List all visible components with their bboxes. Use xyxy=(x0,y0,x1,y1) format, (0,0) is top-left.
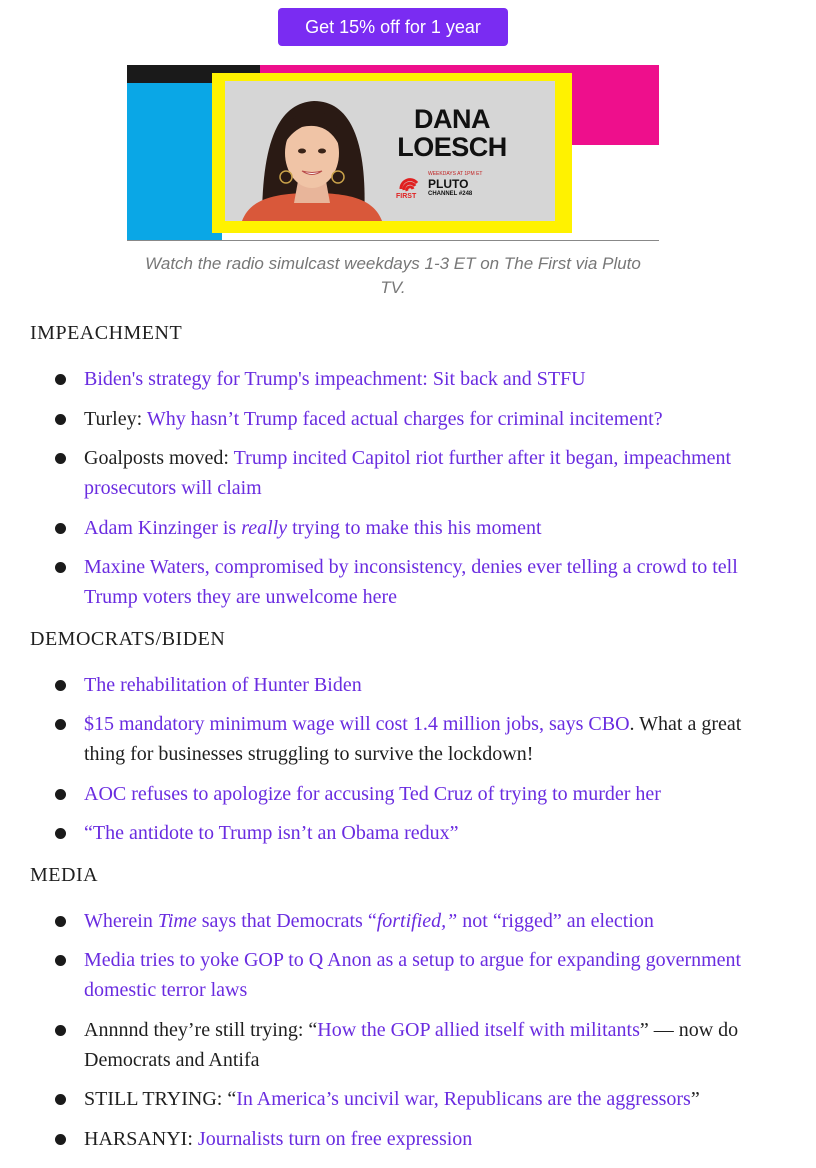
list-item xyxy=(30,513,760,543)
article-link[interactable]: AOC refuses to apologize for accusing Ted Cruz of trying to murder her xyxy=(84,782,661,805)
item-suffix: . What a great thing for businesses struggling to survive the lockdown! xyxy=(84,713,742,765)
item-suffix: ” — now do Democrats and Antifa xyxy=(84,1018,739,1071)
section-heading: IMPEACHMENT xyxy=(30,322,183,344)
pluto-logo-name: PLUTO xyxy=(428,177,469,191)
section-democrats-biden xyxy=(30,622,760,849)
list-item xyxy=(30,443,760,503)
bullet-icon xyxy=(55,1094,66,1105)
list-item xyxy=(30,818,760,848)
bullet-icon xyxy=(55,719,66,730)
item-prefix: Goalposts moved: xyxy=(84,447,234,469)
bullet-icon xyxy=(55,562,66,573)
list-item xyxy=(30,404,760,434)
link-text: Adam Kinzinger is xyxy=(84,516,242,539)
article-link[interactable] xyxy=(84,910,654,932)
pluto-logo xyxy=(428,177,468,191)
image-caption: Watch the radio simulcast weekdays 1-3 ET on The First via Pluto TV. xyxy=(145,254,641,297)
article-link[interactable]: In America’s uncivil war, Republicans are the aggressors xyxy=(236,1088,691,1110)
list-item xyxy=(30,709,760,769)
bullet-icon xyxy=(55,374,66,385)
host-portrait xyxy=(232,85,392,221)
link-list xyxy=(30,364,760,612)
discount-subscribe-button[interactable]: Get 15% off for 1 year xyxy=(278,8,508,46)
section-heading: MEDIA xyxy=(30,863,99,886)
bullet-icon xyxy=(55,680,66,691)
bullet-icon xyxy=(55,789,66,800)
first-logo-text: FIRST xyxy=(396,193,417,199)
bullet-icon xyxy=(55,1134,66,1145)
list-item xyxy=(30,364,760,394)
list-item xyxy=(30,906,760,936)
host-last-name: LOESCH xyxy=(397,132,507,162)
host-name xyxy=(382,105,522,161)
article-link[interactable] xyxy=(84,517,542,539)
bullet-icon xyxy=(55,453,66,464)
article-link[interactable]: The rehabilitation of Hunter Biden xyxy=(84,673,362,696)
bullet-icon xyxy=(55,414,66,425)
item-suffix: ” xyxy=(690,1088,700,1110)
article-link[interactable]: Biden's strategy for Trump's impeachment: Sit back and STFU xyxy=(84,368,586,390)
pluto-time-text: WEEKDAYS AT 1PM ET xyxy=(428,171,483,177)
bullet-icon xyxy=(55,1025,66,1036)
link-text: not “rigged” an election xyxy=(457,909,654,932)
link-list xyxy=(30,906,760,1154)
article-link[interactable]: Why hasn’t Trump faced actual charges for criminal incitement? xyxy=(146,407,663,430)
banner-cyan-block xyxy=(127,83,222,241)
show-banner-image[interactable] xyxy=(127,65,659,241)
bullet-icon xyxy=(55,828,66,839)
item-prefix: Turley: xyxy=(84,407,147,430)
section-heading: DEMOCRATS/BIDEN xyxy=(30,627,226,650)
pluto-channel-text: CHANNEL #248 xyxy=(428,191,473,197)
list-item xyxy=(30,779,760,809)
article-link[interactable]: $15 mandatory minimum wage will cost 1.4 million jobs, says CBO xyxy=(84,713,630,735)
link-text: says that Democrats “ xyxy=(196,909,377,932)
link-emphasis: really xyxy=(241,516,288,539)
article-link[interactable]: Media tries to yoke GOP to Q Anon as a setup to argue for expanding government domestic terror laws xyxy=(84,949,742,1001)
item-prefix: STILL TRYING: “ xyxy=(84,1088,237,1110)
section-impeachment xyxy=(30,316,760,612)
list-item xyxy=(30,945,760,1005)
bullet-icon xyxy=(55,955,66,966)
article-content xyxy=(30,316,760,1163)
article-link[interactable]: “The antidote to Trump isn’t an Obama redux” xyxy=(84,822,459,844)
link-emphasis: fortified,” xyxy=(376,909,458,932)
article-link[interactable]: Trump incited Capitol riot further after it began, impeachment prosecutors will claim xyxy=(84,447,732,499)
bullet-icon xyxy=(55,523,66,534)
link-text: trying to make this his moment xyxy=(287,516,542,539)
bullet-icon xyxy=(55,916,66,927)
list-item xyxy=(30,1124,760,1154)
list-item xyxy=(30,552,760,612)
list-item xyxy=(30,670,760,700)
item-prefix: Annnnd they’re still trying: “ xyxy=(84,1018,318,1041)
link-text: Wherein xyxy=(84,909,158,932)
article-link[interactable]: Journalists turn on free expression xyxy=(197,1127,473,1150)
list-item xyxy=(30,1015,760,1075)
section-media xyxy=(30,858,760,1154)
article-link[interactable]: Maxine Waters, compromised by inconsistency, denies ever telling a crowd to tell Trump voters they are unwelcome here xyxy=(84,556,738,608)
item-prefix: HARSANYI: xyxy=(84,1127,198,1150)
host-first-name: DANA xyxy=(414,104,490,134)
link-emphasis: Time xyxy=(157,909,197,932)
link-list xyxy=(30,670,760,849)
the-first-logo-icon xyxy=(395,173,423,199)
cta-container xyxy=(0,8,786,46)
network-logos xyxy=(395,169,495,199)
list-item xyxy=(30,1084,760,1114)
article-link[interactable]: How the GOP allied itself with militants xyxy=(317,1018,640,1041)
